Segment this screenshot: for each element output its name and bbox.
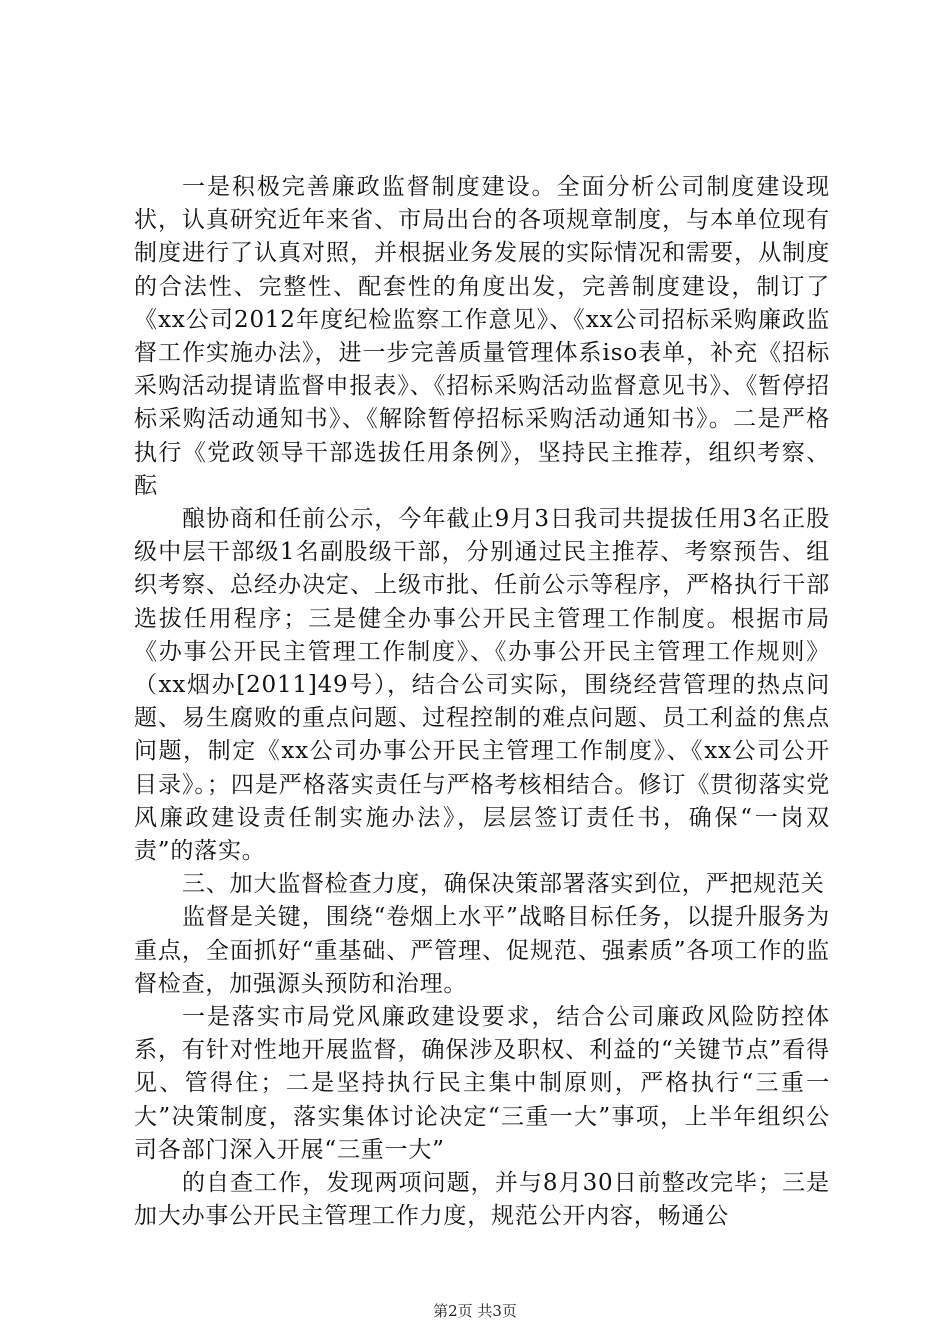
- document-body: [134, 171, 830, 1234]
- paragraph-1: 一是积极完善廉政监督制度建设。全面分析公司制度建设现状，认真研究近年来省、市局出台的各项规章制度，与本单位现有制度进行了认真对照，并根据业务发展的实际情况和需要，从制度的合法性、完整性、配套性的角度出发，完善制度建设，制订了《xx公司2012年度纪检监察工作意见》、《xx公司招标采购廉政监督工作实施办法》，进一步完善质量管理体系iso表单，补充《招标采购活动提请监督申报表》、《招标采购活动监督意见书》、《暂停招标采购活动通知书》、《解除暂停招标采购活动通知书》。二是严格执行《党政领导干部选拔任用条例》，坚持民主推荐，组织考察、酝: [134, 174, 830, 499]
- paragraph-5: 一是落实市局党风廉政建设要求，结合公司廉政风险防控体系，有针对性地开展监督，确保涉及职权、利益的“关键节点”看得见、管得住；二是坚持执行民主集中制原则，严格执行“三重一大”决策制度，落实集体讨论决定“三重一大”事项，上半年组织公司各部门深入开展“三重一大”: [134, 1004, 830, 1163]
- paragraph-3-heading: 三、加大监督检查力度，确保决策部署落实到位，严把规范关: [182, 871, 825, 898]
- paragraph-6: 的自查工作，发现两项问题，并与8月30日前整改完毕；三是加大办事公开民主管理工作力度，规范公开内容，畅通公: [134, 1170, 830, 1230]
- page-number-footer: 第2页 共3页: [433, 1302, 517, 1320]
- paragraph-4: 监督是关键，围绕“卷烟上水平”战略目标任务，以提升服务为重点，全面抓好“重基础、严管理、促规范、强素质”各项工作的监督检查，加强源头预防和治理。: [134, 904, 830, 997]
- paragraph-2: 酿协商和任前公示，今年截止9月3日我司共提拔任用3名正股级中层干部级1名副股级干部，分别通过民主推荐、考察预告、组织考察、总经办决定、上级市批、任前公示等程序，严格执行干部选拔任用程序；三是健全办事公开民主管理工作制度。根据市局《办事公开民主管理工作制度》、《办事公开民主管理工作规则》（xx烟办[2011]49号），结合公司实际，围绕经营管理的热点问题、易生腐败的重点问题、过程控制的难点问题、员工利益的焦点问题，制定《xx公司办事公开民主管理工作制度》、《xx公司公开目录》。；四是严格落实责任与严格考核相结合。修订《贯彻落实党风廉政建设责任制实施办法》，层层签订责任书，确保“一岗双责”的落实。: [134, 506, 830, 865]
